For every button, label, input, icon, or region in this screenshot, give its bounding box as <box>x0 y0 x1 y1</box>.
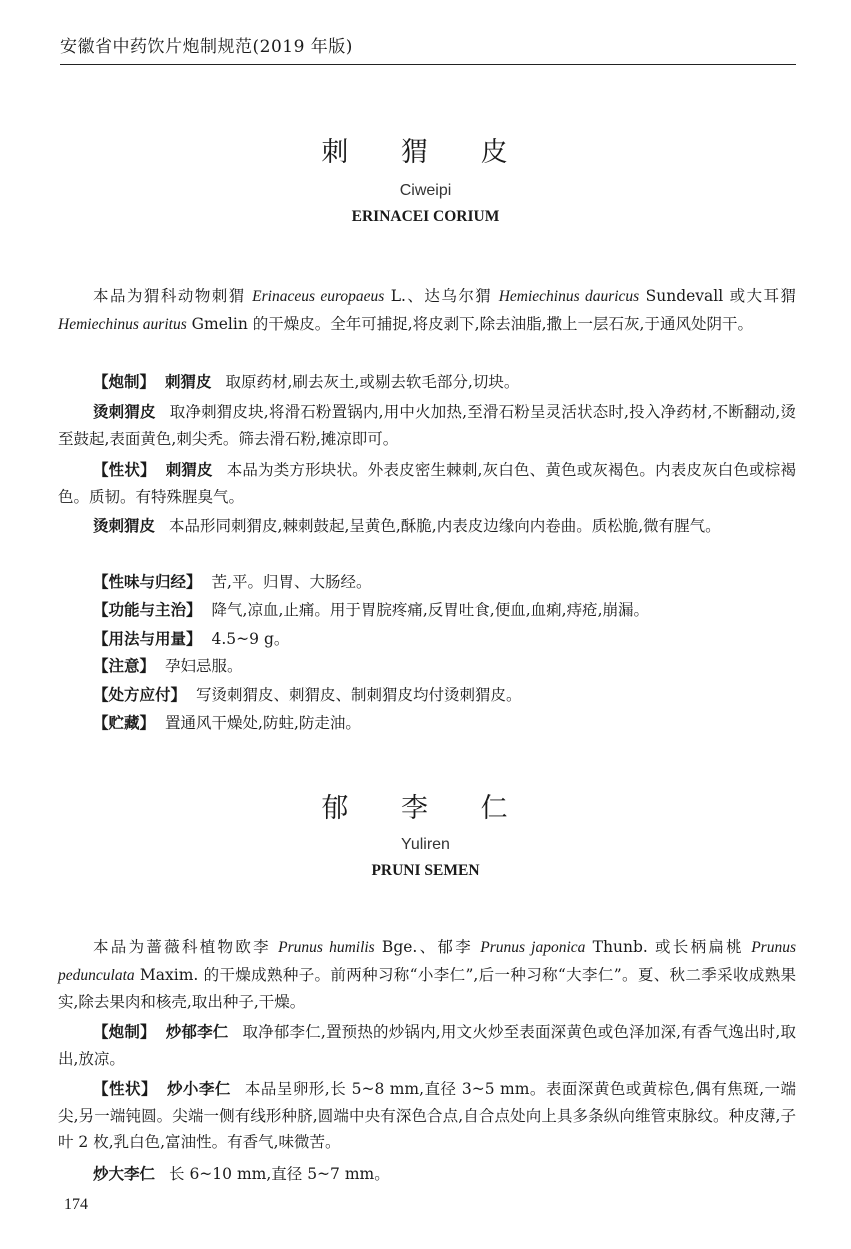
species-name: Hemiechinus dauricus <box>498 288 640 305</box>
monograph-pinyin: Yuliren <box>401 836 450 853</box>
monograph-intro: 本品为蔷薇科植物欧李 Prunus humilis Bge.、郁李 Prunus japonica Thunb. 或长柄扁桃 Prunus pedunculata Maxim. 的干燥成熟种子。前两种习称“小李仁”,后一种习称“大李仁”。夏、秋二季采收成熟果实,除去果肉和核壳,取出种子,干燥。 <box>58 938 796 1011</box>
section-prescription: 【处方应付】 写烫刺猬皮、刺猬皮、制刺猬皮均付烫刺猬皮。 <box>93 686 522 704</box>
monograph-intro: 本品为猬科动物刺猬 Erinaceus europaeus L.、达乌尔猬 Hemiechinus dauricus Sundevall 或大耳猬 Hemiechinus auritus Gmelin 的干燥皮。全年可捕捉,将皮剥下,除去油脂,撒上一层石灰,于通风处阴干。 <box>58 287 797 333</box>
section-description-variant: 炒大李仁 长 6~10 mm,直径 5~7 mm。 <box>93 1165 390 1183</box>
section-description: 【性状】 刺猬皮 本品为类方形块状。外表皮密生棘刺,灰白色、黄色或灰褐色。内表皮灰白色或棕褐色。质韧。有特殊腥臭气。 <box>58 461 796 506</box>
monograph-title: 刺 猬 皮 <box>321 137 530 168</box>
monograph-latin-name: PRUNI SEMEN <box>371 862 480 879</box>
monograph-latin-name: ERINACEI CORIUM <box>351 208 500 225</box>
monograph-title: 郁 李 仁 <box>321 793 530 824</box>
species-name: Prunus pedunculata <box>58 939 796 984</box>
section-description-variant: 烫刺猬皮 本品形同刺猬皮,棘刺鼓起,呈黄色,酥脆,内表皮边缘向内卷曲。质松脆,微有腥气。 <box>93 517 721 535</box>
section-processing: 【炮制】 刺猬皮 取原药材,刷去灰土,或剔去软毛部分,切块。 <box>93 373 520 391</box>
section-actions-indications: 【功能与主治】 降气,凉血,止痛。用于胃脘疼痛,反胃吐食,便血,血痢,痔疮,崩漏。 <box>93 601 650 619</box>
species-name: Prunus japonica <box>480 939 586 956</box>
section-processing-variant: 烫刺猬皮 取净刺猬皮块,将滑石粉置锅内,用中火加热,至滑石粉呈灵活状态时,投入净药材,不断翻动,烫至鼓起,表面黄色,刺尖秃。筛去滑石粉,摊凉即可。 <box>58 403 796 448</box>
section-description: 【性状】 炒小李仁 本品呈卵形,长 5~8 mm,直径 3~5 mm。表面深黄色或黄棕色,偶有焦斑,一端尖,另一端钝圆。尖端一侧有线形种脐,圆端中央有深色合点,自合点处向上具多条纵向维管束脉纹。种皮薄,子叶 2 枚,乳白色,富油性。有香气,味微苦。 <box>58 1080 796 1151</box>
section-dosage: 【用法与用量】 4.5~9 g。 <box>93 630 290 648</box>
section-nature-meridian: 【性味与归经】 苦,平。归胃、大肠经。 <box>93 573 372 591</box>
species-name: Hemiechinus auritus <box>58 315 187 333</box>
section-storage: 【贮藏】 置通风干燥处,防蛀,防走油。 <box>93 714 361 732</box>
running-header <box>60 32 796 65</box>
monograph-pinyin: Ciweipi <box>399 182 452 199</box>
page-number: 174 <box>64 1196 88 1213</box>
species-name: Erinaceus europaeus <box>252 288 385 305</box>
running-title: 安徽省中药饮片炮制规范(2019 年版) <box>60 37 353 57</box>
section-processing: 【炮制】 炒郁李仁 取净郁李仁,置预热的炒锅内,用文火炒至表面深黄色或色泽加深,有香气逸出时,取出,放凉。 <box>58 1023 796 1068</box>
species-name: Prunus humilis <box>278 939 375 956</box>
section-caution: 【注意】 孕妇忌服。 <box>93 657 243 675</box>
